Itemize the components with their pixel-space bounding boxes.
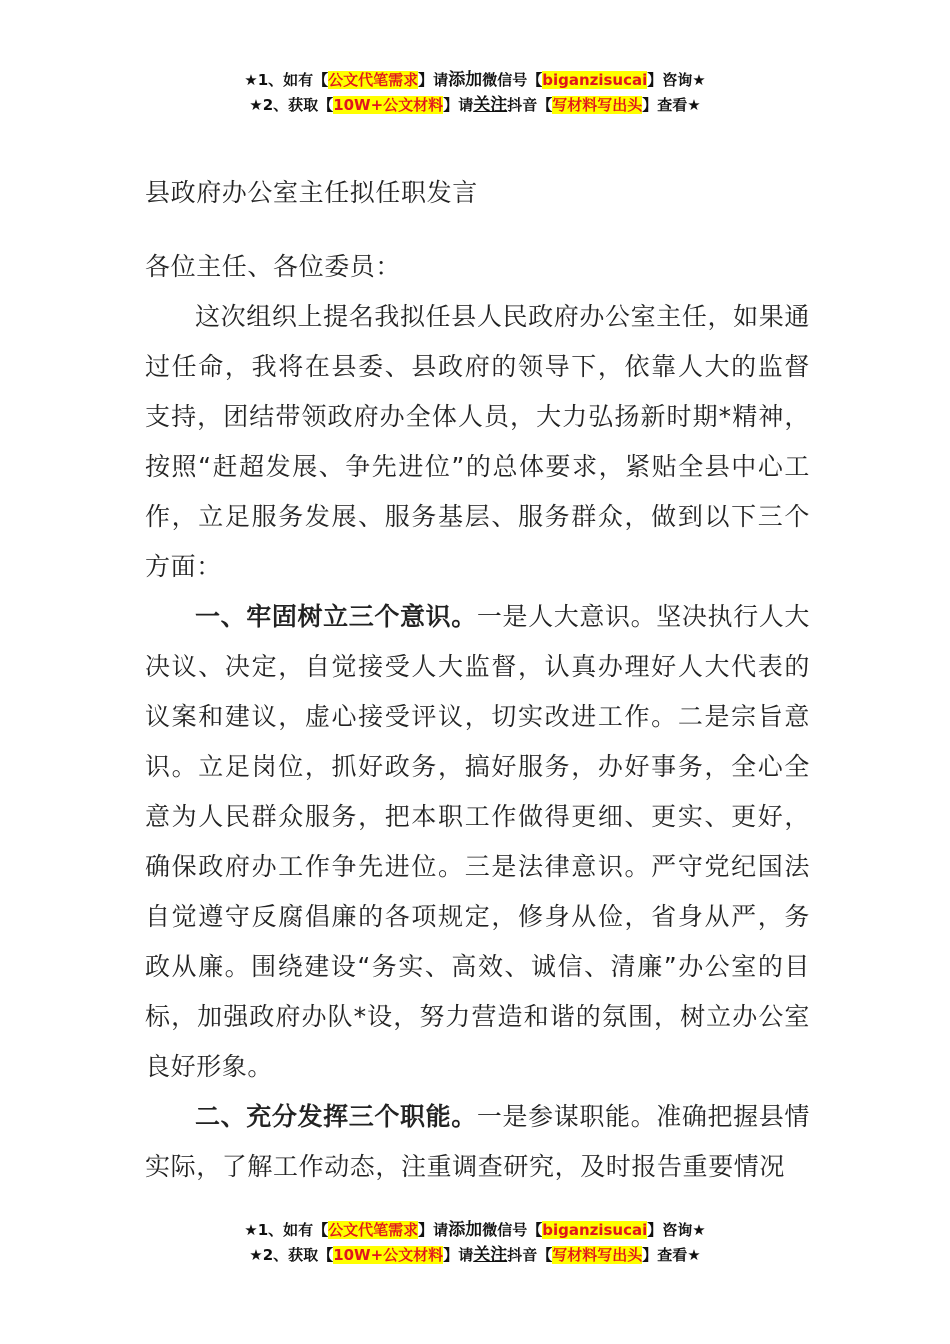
document-body [145,168,810,1192]
promo-emphasis: 关注 [473,95,508,115]
promo-text: ★1、如有【 [244,1221,329,1239]
paragraph-section-2 [145,1092,810,1192]
promo-text: 】咨询★ [647,1221,706,1239]
paragraph-text: 这次组织上提名我拟任县人民政府办公室主任，如果通过任命，我将在县委、县政府的领导下，依靠人大的监督支持，团结带领政府办全体人员，大力弘扬新时期*精神，按照“赶超发展、争先进位”的总体要求，紧贴全县中心工作，立足服务发展、服务基层、服务群众，做到以下三个方面： [145,302,810,581]
promo-text: 】请 [418,1221,449,1239]
promo-emphasis: 关注 [473,1245,508,1265]
greeting: 各位主任、各位委员： [145,252,402,281]
promo-text: 】咨询★ [647,71,706,89]
promo-text: 抖音【 [507,96,553,114]
promo-text: 】请 [443,1246,474,1264]
promo-douyin-id: 写材料写出头 [552,1246,643,1264]
paragraph-text: 一是人大意识。坚决执行人大决议、决定，自觉接受人大监督，认真办理好人大代表的议案和建议，虚心接受评议，切实改进工作。二是宗旨意识。立足岗位，抓好政务，搞好服务，办好事务，全心全意为人民群众服务，把本职工作做得更细、更实、更好，确保政府办工作争先进位。三是法律意识。严守党纪国法自觉遵守反腐倡廉的各项规定，修身从俭，省身从严，务政从廉。围绕建设“务实、高效、诚信、清廉”办公室的目标，加强政府办队*设，努力营造和谐的氛围，树立办公室良好形象。 [145,602,810,1081]
promo-line-2 [0,1243,950,1268]
promo-wechat-id: biganzisucai [542,1221,648,1239]
promo-wechat-id: biganzisucai [542,71,648,89]
promo-text: 】查看★ [642,1246,701,1264]
section-heading: 二、充分发挥三个职能。 [195,1102,477,1131]
promo-text: 抖音【 [507,1246,553,1264]
paragraph-intro [145,292,810,592]
promo-emphasis: 添加 [448,1220,483,1240]
promo-highlight: 公文代笔需求 [328,71,419,89]
promo-line-1 [0,68,950,93]
paragraph-section-1 [145,592,810,1092]
promo-line-2 [0,93,950,118]
promo-highlight: 10W+公文材料 [333,96,444,114]
promo-douyin-id: 写材料写出头 [552,96,643,114]
promo-text: 微信号【 [482,1221,543,1239]
promo-highlight: 公文代笔需求 [328,1221,419,1239]
promo-text: ★1、如有【 [244,71,329,89]
promo-text: 微信号【 [482,71,543,89]
promo-text: ★2、获取【 [249,1246,334,1264]
section-heading: 一、牢固树立三个意识。 [195,602,477,631]
document-title: 县政府办公室主任拟任职发言 [145,178,478,207]
promo-text: 】查看★ [642,96,701,114]
footer-promo-banner [0,1218,950,1268]
promo-line-1 [0,1218,950,1243]
promo-text: 】请 [418,71,449,89]
promo-emphasis: 添加 [448,70,483,90]
paragraph-text: 一是参谋职能。准确把握县情实际，了解工作动态，注重调查研究，及时报告重要情况 [145,1102,810,1181]
header-promo-banner [0,68,950,118]
promo-text: 】请 [443,96,474,114]
promo-highlight: 10W+公文材料 [333,1246,444,1264]
promo-text: ★2、获取【 [249,96,334,114]
